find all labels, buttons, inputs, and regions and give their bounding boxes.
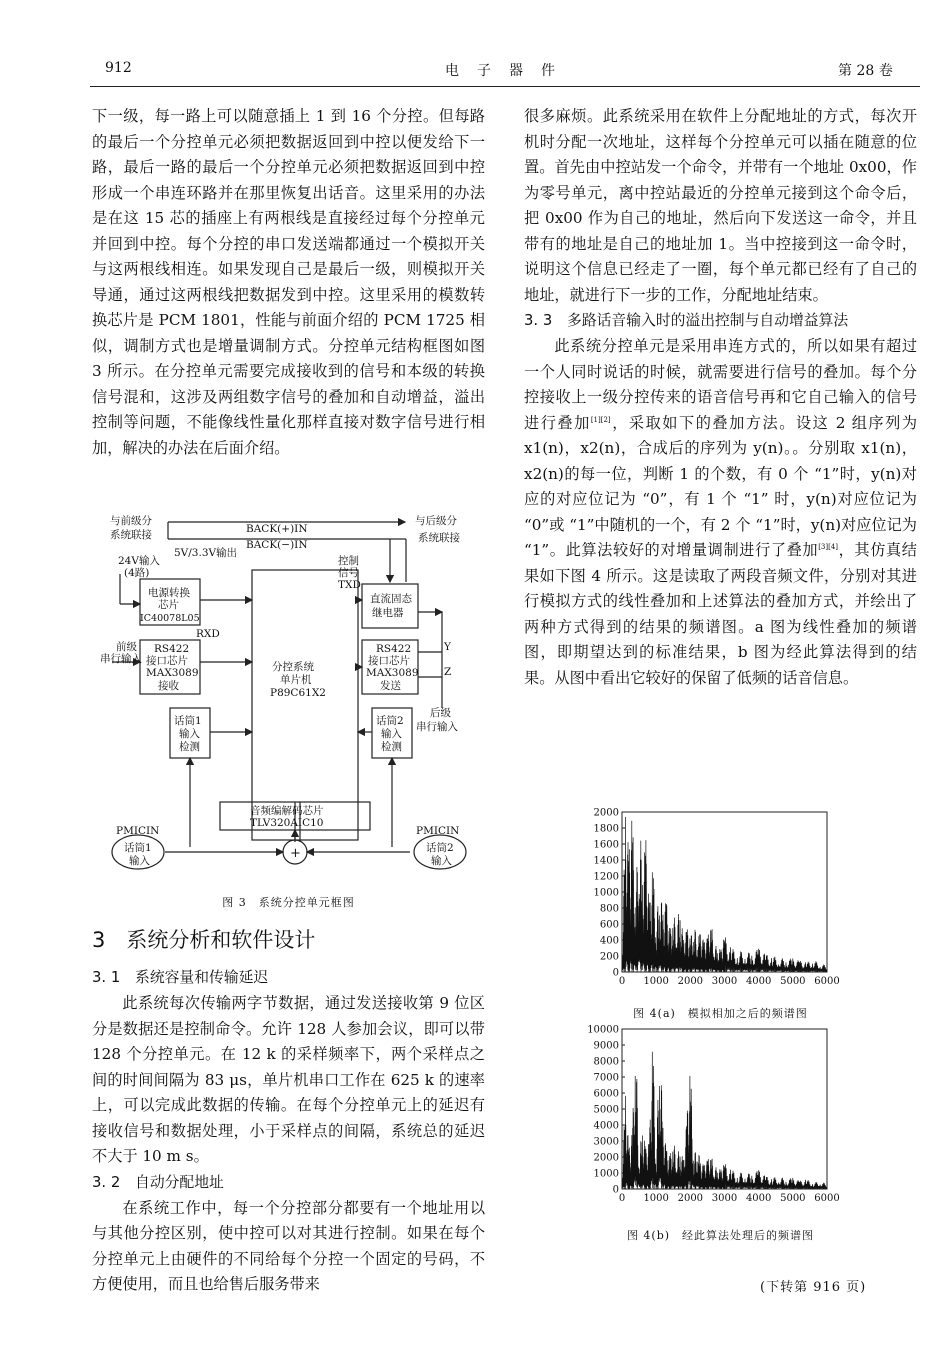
figure-4b-spectrum-chart [580,1025,840,1210]
fig3-mic2det-3: 检测 [381,741,402,753]
figure-3-block-diagram [100,512,480,884]
fig3-tx-3: MAX3089 [366,667,419,679]
fig4b-x-tick-label: 0 [618,1193,626,1204]
header-rule [90,86,920,87]
left-column-top [92,104,485,461]
fig3-back-plus: BACK(+)IN [246,523,308,535]
fig4b-y-tick-label: 7000 [593,1072,619,1084]
fig4b-y-tick-label: 5000 [593,1104,619,1116]
fig4a-x-tick-label: 6000 [814,976,840,987]
fig3-tx-2: 接口芯片 [368,655,410,667]
right-column [524,104,917,691]
fig3-next-2: 串行输入 [416,721,458,733]
fig3-rxd: RXD [196,628,220,640]
fig4b-y-tick-label: 9000 [593,1040,619,1052]
fig3-sum-plus: + [290,846,301,861]
fig3-label-top-left-1: 与前级分 [110,515,152,527]
fig4a-y-tick-label: 400 [599,935,619,947]
citation-3-4: [3][4] [818,542,839,551]
fig4a-x-tick-label: 5000 [780,976,806,987]
figure-4a-caption: 图 4(a) 模拟相加之后的频谱图 [633,1007,808,1020]
fig3-mic1det-1: 话筒1 [174,715,202,727]
fig3-relay-2: 继电器 [372,607,404,619]
fig3-rx-2: 接口芯片 [146,655,188,667]
fig4b-y-tick-label: 4000 [593,1120,619,1132]
fig3-y: Y [444,641,451,653]
fig3-rx-4: 接收 [158,680,179,692]
fig4a-y-tick-label: 1800 [593,823,619,835]
fig4b-y-tick-label: 2000 [593,1152,619,1164]
fig3-mic1det-3: 检测 [179,741,200,753]
fig4b-x-tick-label: 2000 [677,1193,704,1204]
fig4b-y-tick-label: 10000 [587,1025,619,1036]
fig4b-y-tick-label: 0 [612,1184,619,1196]
fig3-mic1-1: 话筒1 [124,842,152,854]
page-number: 912 [105,60,132,76]
fig4a-y-tick-label: 600 [599,919,619,931]
fig4b-x-tick-label: 6000 [814,1193,840,1204]
fig4a-x-tick-label: 1000 [643,976,669,987]
right-paragraph-2c: ，其仿真结果如下图 4 所示。这是读取了两段音频文件，分别对其进行模拟方式的线性叠加和上述算法的叠加方式，并绘出了两种方式得到的结果的频谱图。a 图为线性叠加的频谱图，即期望达到的标准结果，b 图为经此算法得到的结果。从图中看出它较好的保留了低频的话音信息。 [524,541,917,687]
volume-label: 第 28 卷 [838,63,893,79]
fig3-rx-1: RS422 [154,643,190,655]
figure-4a-spectrum-chart [580,808,840,993]
fig3-24v-count: (4路) [124,567,150,579]
fig4a-x-tick-label: 2000 [677,976,704,987]
fig3-prev-1: 前级 [116,641,137,653]
right-paragraph-2 [524,334,917,691]
fig3-codec-1: 音频编解码芯片 [250,805,324,817]
fig3-codec-2: TLV320AIC10 [250,817,324,829]
fig3-24v-input: 24V输入 [118,555,160,567]
fig4b-spectrum-line [622,1052,827,1189]
fig4a-y-tick-label: 1000 [593,887,619,899]
fig3-label-top-left-2: 系统联接 [110,529,152,541]
fig4b-x-tick-label: 1000 [643,1193,669,1204]
citation-1-2: [1][2] [590,415,611,424]
journal-name: 电 子 器 件 [445,63,557,79]
fig4a-spectrum-line [622,817,827,972]
section-3-1-text: 此系统每次传输两字节数据，通过发送接收第 9 位区分是数据还是控制命令。允许 128 人参加会议，即可以带 128 个分控单元。在 12 k 的采样频率下，两个采样点之间的时间间隔为 83 μs，单片机串口工作在 625 k 的速率上，可以完成此数据的传输。在每个分控单元上的延迟有接收信号和数据处理，小于采样点的间隔，系统总的延迟不大于 10 m s。 [92,994,485,1165]
figure-3-caption: 图 3 系统分控单元框图 [222,896,355,909]
fig3-mic1-2: 输入 [129,855,150,867]
fig3-next-1: 后级 [430,707,451,719]
fig3-tx-4: 发送 [380,680,401,692]
fig4b-y-tick-label: 1000 [593,1168,619,1180]
fig3-psu-1: 电源转换 [148,587,190,599]
continued-note: (下转第 916 页) [760,1280,867,1295]
fig3-label-top-right-1: 与后级分 [415,515,457,527]
fig3-mic2det-1: 话筒2 [376,715,404,727]
fig4a-y-tick-label: 800 [599,903,619,915]
fig4a-y-tick-label: 200 [599,951,619,963]
fig4a-x-tick-label: 4000 [745,976,772,987]
fig3-mcu-3: P89C61X2 [270,687,326,699]
left-paragraph-1: 下一级，每一路上可以随意插上 1 到 16 个分控。但每路的最后一个分控单元必须把数据返回到中控以便发给下一路，最后一路的最后一个分控单元必须把数据返回到中控形成一个串连环路并在那里恢复出话音。这里采用的办法是在这 15 芯的插座上有两根线是直接经过每个分控单元并回到中控。每个分控的串口发送端都通过一个模拟开关与这两根线相连。如果发现自己是最后一级，则模拟开关导通，通过这两根线把数据发到中控。这里采用的模数转换芯片是 PCM 1801，性能与前面介绍的 PCM 1725 相似，调制方式也是增量调制方式。分控单元结构框图如图 3 所示。在分控单元需要完成接收到的信号和本级的转换信号混和，这涉及两组数字信号的叠加和自动增益，溢出控制等问题，不能像线性量化那样直接对数字信号进行相加，解决的办法在后面介绍。 [92,107,485,457]
fig4b-y-tick-label: 6000 [593,1088,619,1100]
right-paragraph-1: 很多麻烦。此系统采用在软件上分配地址的方式，每次开机时分配一次地址，这样每个分控单元可以插在随意的位置。首先由中控站发一个命令，并带有一个地址 0x00，作为零号单元，离中控站最近的分控单元接到这个命令后，把 0x00 作为自己的地址，然后向下发送这一命令，并且带有的地址是自己的地址加 1。当中控接到这一命令时，说明这个信息已经走了一圈，每个单元都已经有了自己的地址，就进行下一步的工作，分配地址结束。 [524,107,917,304]
fig4b-x-tick-label: 3000 [711,1193,738,1204]
fig3-mcu-2: 单片机 [280,674,312,686]
fig4a-y-tick-label: 1200 [593,871,619,883]
fig3-mic2-1: 话筒2 [426,842,454,854]
fig3-mic1det-2: 输入 [179,728,200,740]
fig3-back-minus: BACK(−)IN [246,539,308,551]
fig3-mic2-2: 输入 [431,855,452,867]
fig3-label-top-right-2: 系统联接 [418,532,460,544]
fig3-z: Z [444,666,452,678]
left-column-bottom [92,925,485,1298]
section-3-2-title: 3. 2 自动分配地址 [92,1173,224,1191]
fig4a-y-tick-label: 1600 [593,839,619,851]
fig3-tx-1: RS422 [376,643,412,655]
figure-4b-caption: 图 4(b) 经此算法处理后的频谱图 [626,1229,815,1242]
right-paragraph-2b: ，采取如下的叠加方法。设这 2 组序列为 x1(n)，x2(n)，合成后的序列为 y(n)。。分别取 x1(n)，x2(n)的每一位，判断 1 的个数，有 0 个 “1”时，y(n)对应的对应位记为 “0”，有 1 个 “1” 时，y(n)对应位记为 “0”或 “1”中随机的一个，有 2 个 “1”时，y(n)对应位记为 “1”。此算法较好的对增量调制进行了叠加 [524,413,918,559]
section-3-1-title: 3. 1 系统容量和传输延迟 [92,969,269,986]
fig3-psu-2: 芯片 [158,599,179,611]
fig4a-x-tick-label: 0 [618,976,626,987]
fig4b-y-tick-label: 8000 [593,1056,619,1068]
fig4a-y-tick-label: 2000 [593,808,619,819]
fig3-rx-3: MAX3089 [146,667,199,679]
fig4b-x-tick-label: 5000 [780,1193,806,1204]
fig3-relay-1: 直流固态 [370,593,412,605]
fig4a-x-tick-label: 3000 [711,976,738,987]
fig3-prev-2: 串行输入 [100,653,142,665]
right-paragraph-2a: 此系统分控单元是采用串连方式的，所以如果有超过一个人同时说话的时候，就需要进行信号的叠加。每个分控接收上一级分控传来的语音信号再和它自己输入的信号进行叠加 [524,337,917,432]
section-3-3-title: 3. 3 多路话音输入时的溢出控制与自动增益算法 [524,312,849,329]
fig3-ctrl-2: 信号 [338,567,359,579]
fig3-txd: TXD [338,579,361,591]
section-3-2-text: 在系统工作中，每一个分控部分都要有一个地址用以与其他分控区别，使中控可以对其进行控制。如果在每个分控单元上由硬件的不同给每个分控一个固定的号码，不方便使用，而且也给售后服务带来 [92,1198,485,1293]
fig3-pmic-1: PMICIN [116,825,160,837]
section-3-title: 3 系统分析和软件设计 [92,928,316,952]
fig3-mic2det-2: 输入 [381,728,402,740]
fig3-5v-output: 5V/3.3V输出 [174,547,238,559]
fig3-pmic-2: PMICIN [416,825,460,837]
fig3-mcu-1: 分控系统 [272,661,314,673]
fig4a-y-tick-label: 0 [612,967,619,979]
fig4b-x-tick-label: 4000 [745,1193,772,1204]
fig3-psu-3: IC40078L05 [140,613,200,624]
fig4b-y-tick-label: 3000 [593,1136,619,1148]
fig4a-y-tick-label: 1400 [593,855,619,867]
fig3-ctrl-1: 控制 [338,555,359,567]
